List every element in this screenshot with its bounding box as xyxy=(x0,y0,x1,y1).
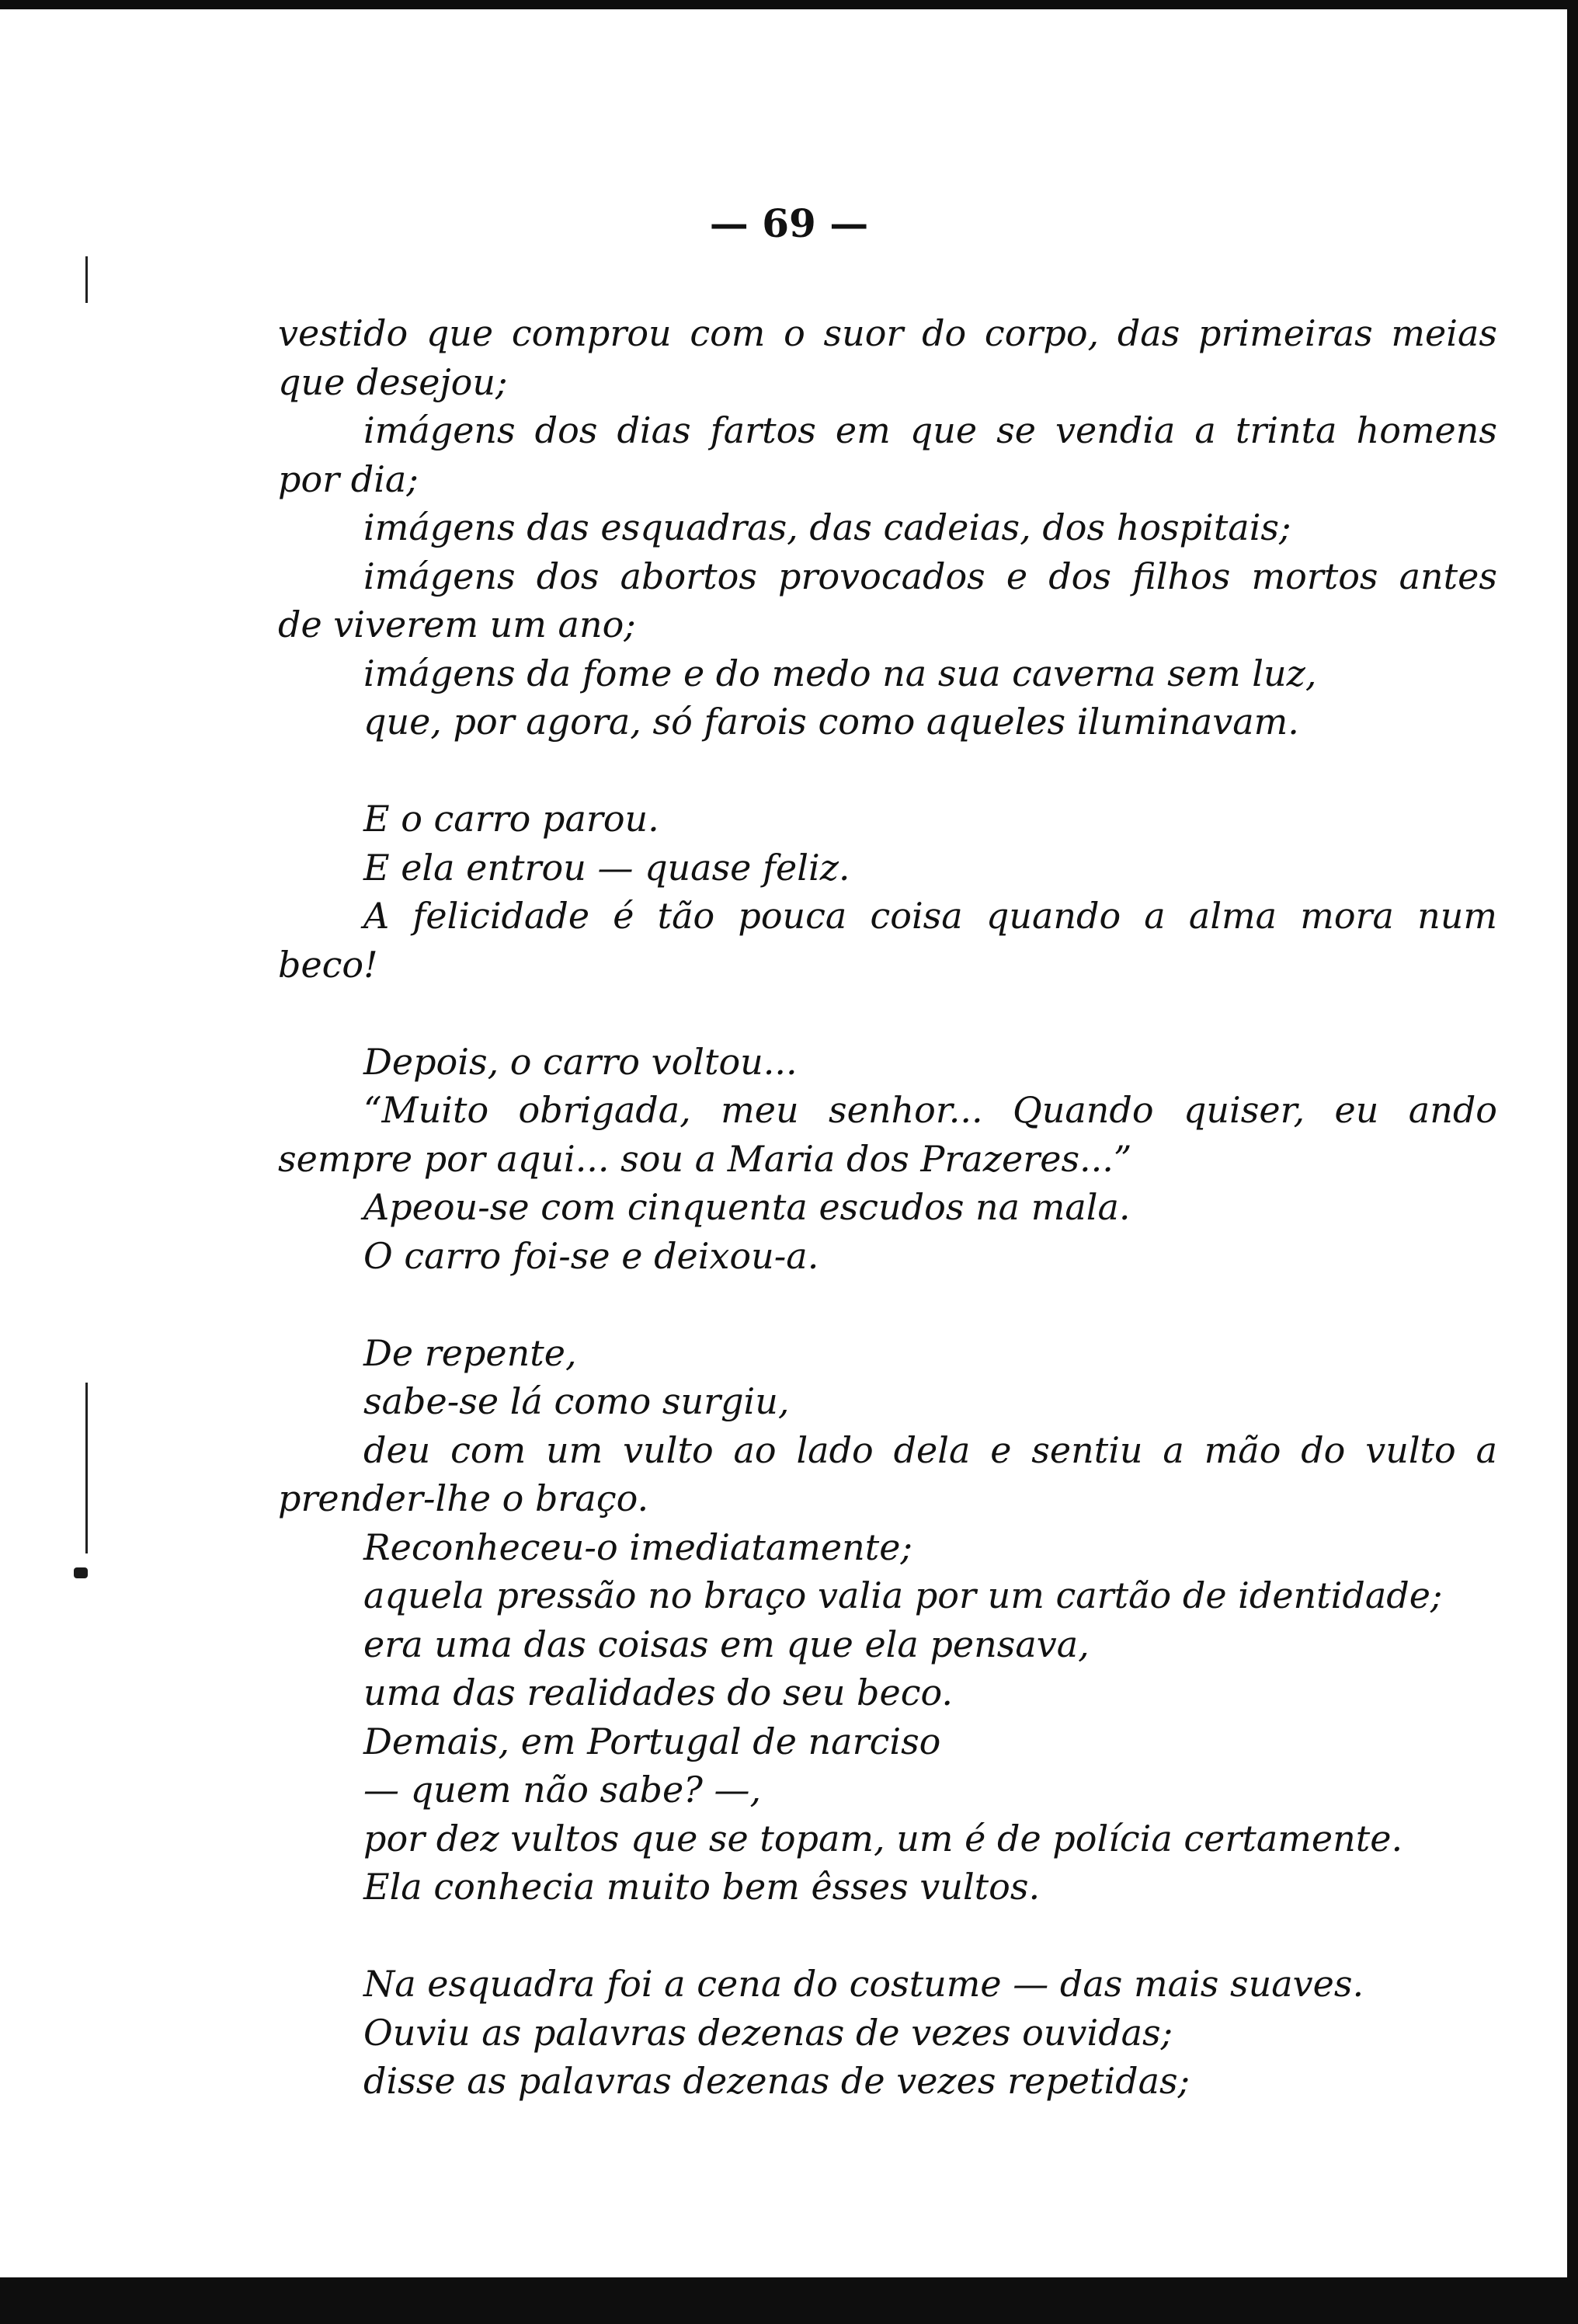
text-line: Ela conhecia muito bem êsses vultos. xyxy=(363,1866,1041,1908)
text-line: prender-lhe o braço. xyxy=(278,1477,649,1519)
blank-line xyxy=(278,1912,1497,1960)
text-line: imágens dos dias fartos em que se vendia a trinta homens xyxy=(363,409,1497,451)
text-line: que, por agora, só farois como aqueles iluminavam. xyxy=(363,701,1299,743)
text-line: que desejou; xyxy=(278,360,508,403)
text-line: sabe-se lá como surgiu, xyxy=(363,1380,790,1422)
page-number: — 69 — xyxy=(709,200,869,246)
blank-line xyxy=(278,746,1497,795)
text-line: De repente, xyxy=(363,1331,577,1374)
scan-edge-bottom xyxy=(0,2277,1578,2324)
poem-text xyxy=(278,309,1497,2106)
text-line: imágens das esquadras, das cadeias, dos hospitais; xyxy=(363,506,1291,548)
text-line: Reconheceu-o imediatamente; xyxy=(363,1526,912,1568)
text-line: sempre por aqui... sou a Maria dos Prazeres...” xyxy=(278,1137,1132,1180)
text-line: por dez vultos que se topam, um é de polícia certamente. xyxy=(363,1817,1403,1860)
gutter-line xyxy=(85,256,88,303)
text-line: de viverem um ano; xyxy=(278,604,636,645)
text-line: imágens da fome e do medo na sua caverna sem luz, xyxy=(363,652,1317,694)
text-line: era uma das coisas em que ela pensava, xyxy=(363,1623,1090,1665)
text-line: A felicidade é tão pouca coisa quando a alma mora num xyxy=(363,895,1497,937)
text-line: Ouviu as palavras dezenas de vezes ouvidas; xyxy=(363,2011,1173,2054)
text-line: aquela pressão no braço valia por um cartão de identidade; xyxy=(363,1574,1443,1616)
text-line: Depois, o carro voltou... xyxy=(363,1040,798,1083)
blank-line xyxy=(278,989,1497,1038)
text-line: E o carro parou. xyxy=(363,798,659,840)
text-line: “Muito obrigada, meu senhor... Quando quiser, eu ando xyxy=(363,1089,1497,1131)
text-line: O carro foi-se e deixou-a. xyxy=(363,1234,819,1277)
text-line: Na esquadra foi a cena do costume — das mais suaves. xyxy=(363,1963,1364,2005)
text-line: deu com um vulto ao lado dela e sentiu a mão do vulto a xyxy=(363,1428,1497,1471)
gutter-line xyxy=(85,1383,88,1553)
gutter-mark xyxy=(74,1567,88,1578)
text-line: por dia; xyxy=(278,457,419,500)
blank-line xyxy=(278,1280,1497,1329)
text-line: E ela entrou — quase feliz. xyxy=(363,846,850,889)
scan-edge-right xyxy=(1567,0,1578,2324)
text-line: imágens dos abortos provocados e dos filhos mortos antes xyxy=(363,555,1497,597)
text-line: Demais, em Portugal de narciso xyxy=(363,1720,941,1762)
scan-edge-top xyxy=(0,0,1578,9)
text-line: uma das realidades do seu beco. xyxy=(363,1672,953,1713)
text-line: Apeou-se com cinquenta escudos na mala. xyxy=(363,1186,1131,1228)
text-line: — quem não sabe? —, xyxy=(363,1769,762,1811)
text-line: disse as palavras dezenas de vezes repetidas; xyxy=(363,2060,1190,2102)
text-line: beco! xyxy=(278,943,378,986)
text-line: vestido que comprou com o suor do corpo, das primeiras meias xyxy=(278,312,1497,354)
